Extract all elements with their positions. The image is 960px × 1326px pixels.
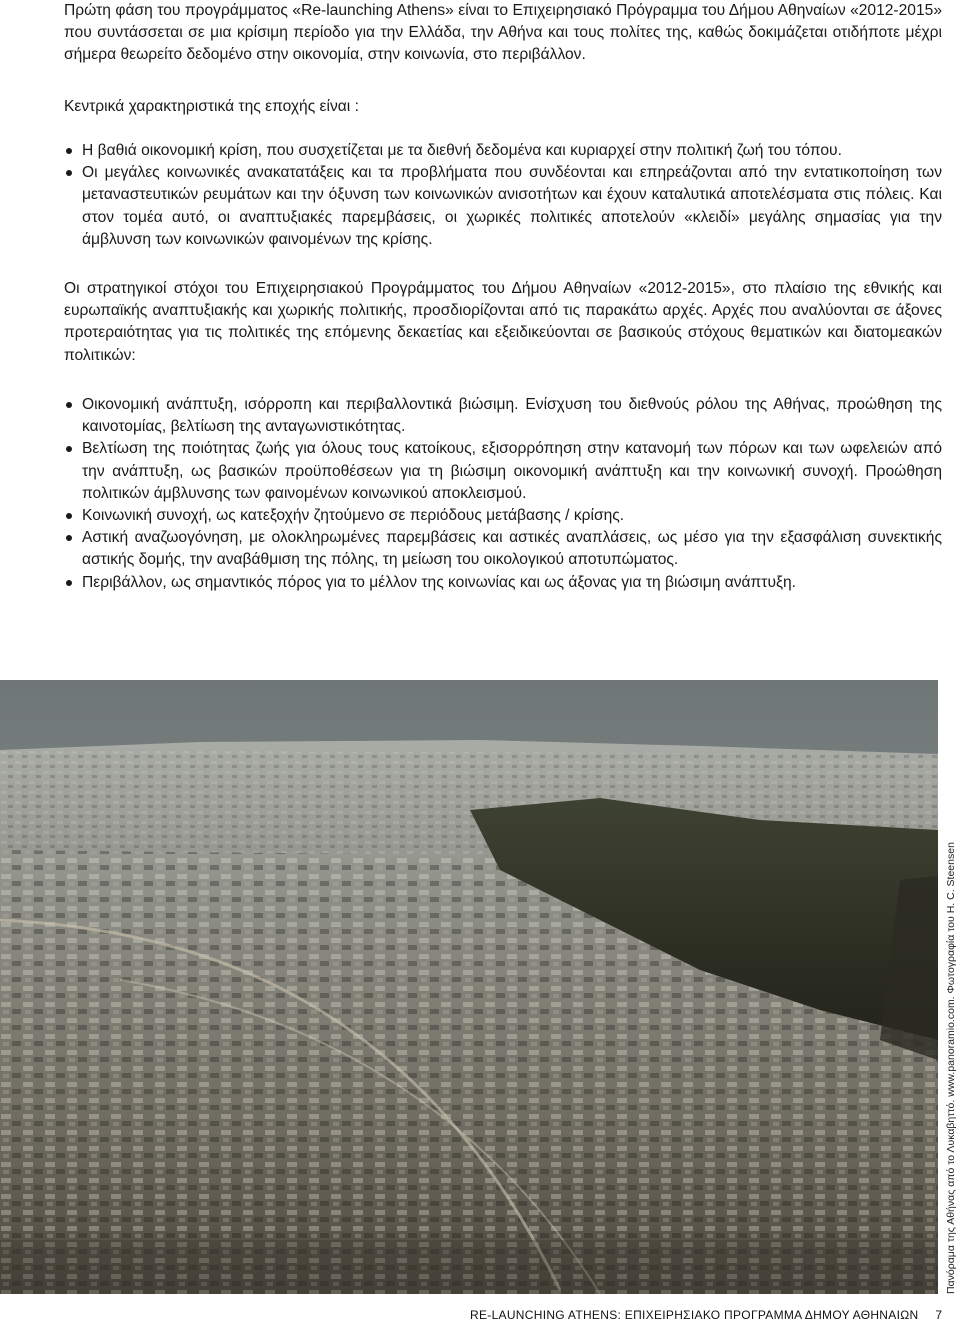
footer-title: RE-LAUNCHING ATHENS: ΕΠΙΧΕΙΡΗΣΙΑΚΟ ΠΡΟΓΡΑΜΜΑ ΔΗΜΟΥ ΑΘΗΝΑΙΩΝ xyxy=(470,1308,919,1322)
goals-list-wrapper xyxy=(64,394,942,594)
photo-credit: Πανόραμα της Αθήνας από το Λυκαβηττό. www.panoramio.com. Φωτογραφία του H. C. Steensen xyxy=(945,842,957,1294)
page-number: 7 xyxy=(935,1308,942,1322)
athens-panorama-photo xyxy=(0,680,938,1294)
athens-panorama-image xyxy=(0,680,938,1294)
characteristics-list-wrapper xyxy=(64,140,942,251)
list-item: Αστική αναζωογόνηση, με ολοκληρωμένες παρεμβάσεις και αστικές αναπλάσεις, ως μέσο για την εξασφάλιση συνεκτικής αστικής δομής, την αναβάθμιση της πόλης, τη μείωση του οικολογικού αποτυπώματος. xyxy=(64,527,942,571)
characteristics-list xyxy=(64,140,942,251)
goals-list xyxy=(64,394,942,594)
goals-section xyxy=(64,278,942,367)
characteristics-heading: Κεντρικά χαρακτηριστικά της εποχής είναι : xyxy=(64,98,359,115)
list-item: Οικονομική ανάπτυξη, ισόρροπη και περιβαλλοντικά βιώσιμη. Ενίσχυση του διεθνούς ρόλου της Αθήνας, προώθηση της καινοτομίας, βελτίωση της ανταγωνιστικότητας. xyxy=(64,394,942,438)
list-item: Η βαθιά οικονομική κρίση, που συσχετίζεται με τα διεθνή δεδομένα και κυριαρχεί στην πολιτική ζωή του τόπου. xyxy=(64,140,942,162)
intro-section xyxy=(64,0,942,67)
list-item: Κοινωνική συνοχή, ως κατεξοχήν ζητούμενο σε περιόδους μετάβασης / κρίσης. xyxy=(64,505,942,527)
list-item: Οι μεγάλες κοινωνικές ανακατατάξεις και τα προβλήματα που συνδέονται και επηρεάζονται από την εντατικοποίηση των μεταναστευτικών ρευμάτων και την όξυνση των κοινωνικών ανισοτήτων και έχουν καταλυτικά αποτελέσματα στις πόλεις. Και στον τομέα αυτό, οι αναπτυξιακές παρεμβάσεις, οι χωρικές πολιτικές αποτελούν «κλειδί» μεγάλης σημασίας για την άμβλυνση των κοινωνικών φαινομένων της κρίσης. xyxy=(64,162,942,251)
list-item: Περιβάλλον, ως σημαντικός πόρος για το μέλλον της κοινωνίας και ως άξονας για τη βιώσιμη ανάπτυξη. xyxy=(64,572,942,594)
goals-paragraph: Οι στρατηγικοί στόχοι του Επιχειρησιακού Προγράμματος του Δήμου Αθηναίων «2012-2015», στο πλαίσιο της εθνικής και ευρωπαϊκής αναπτυξιακής και χωρικής πολιτικής, προσδιορίζονται από τις παρακάτω αρχές. Αρχές που αναλύονται σε άξονες προτεραιότητας για τις πολιτικές της επόμενης δεκαετίας και εξειδικεύονται σε βασικούς στόχους θεματικών και διατομεακών πολιτικών: xyxy=(64,280,942,364)
page-footer xyxy=(470,1306,942,1324)
intro-paragraph: Πρώτη φάση του προγράμματος «Re-launching Athens» είναι το Επιχειρησιακό Πρόγραμμα του Δήμου Αθηναίων «2012-2015» που συντάσσεται σε μια κρίσιμη περίοδο για την Ελλάδα, την Αθήνα και τους πολίτες της, καθώς δοκιμάζεται οτιδήποτε μέχρι σήμερα θεωρείτο δεδομένο στην οικονομία, στην κοινωνία, στο περιβάλλον. xyxy=(64,2,942,64)
characteristics-section xyxy=(64,96,942,118)
list-item: Βελτίωση της ποιότητας ζωής για όλους τους κατοίκους, εξισορρόπηση στην κατανομή των πόρων και των ωφελειών από την ανάπτυξη, ως βασικών προϋποθέσεων για τη βιώσιμη οικονομική ανάπτυξη και την κοινωνική συνοχή. Προώθηση πολιτικών άμβλυνσης των φαινομένων κοινωνικού αποκλεισμού. xyxy=(64,438,942,505)
